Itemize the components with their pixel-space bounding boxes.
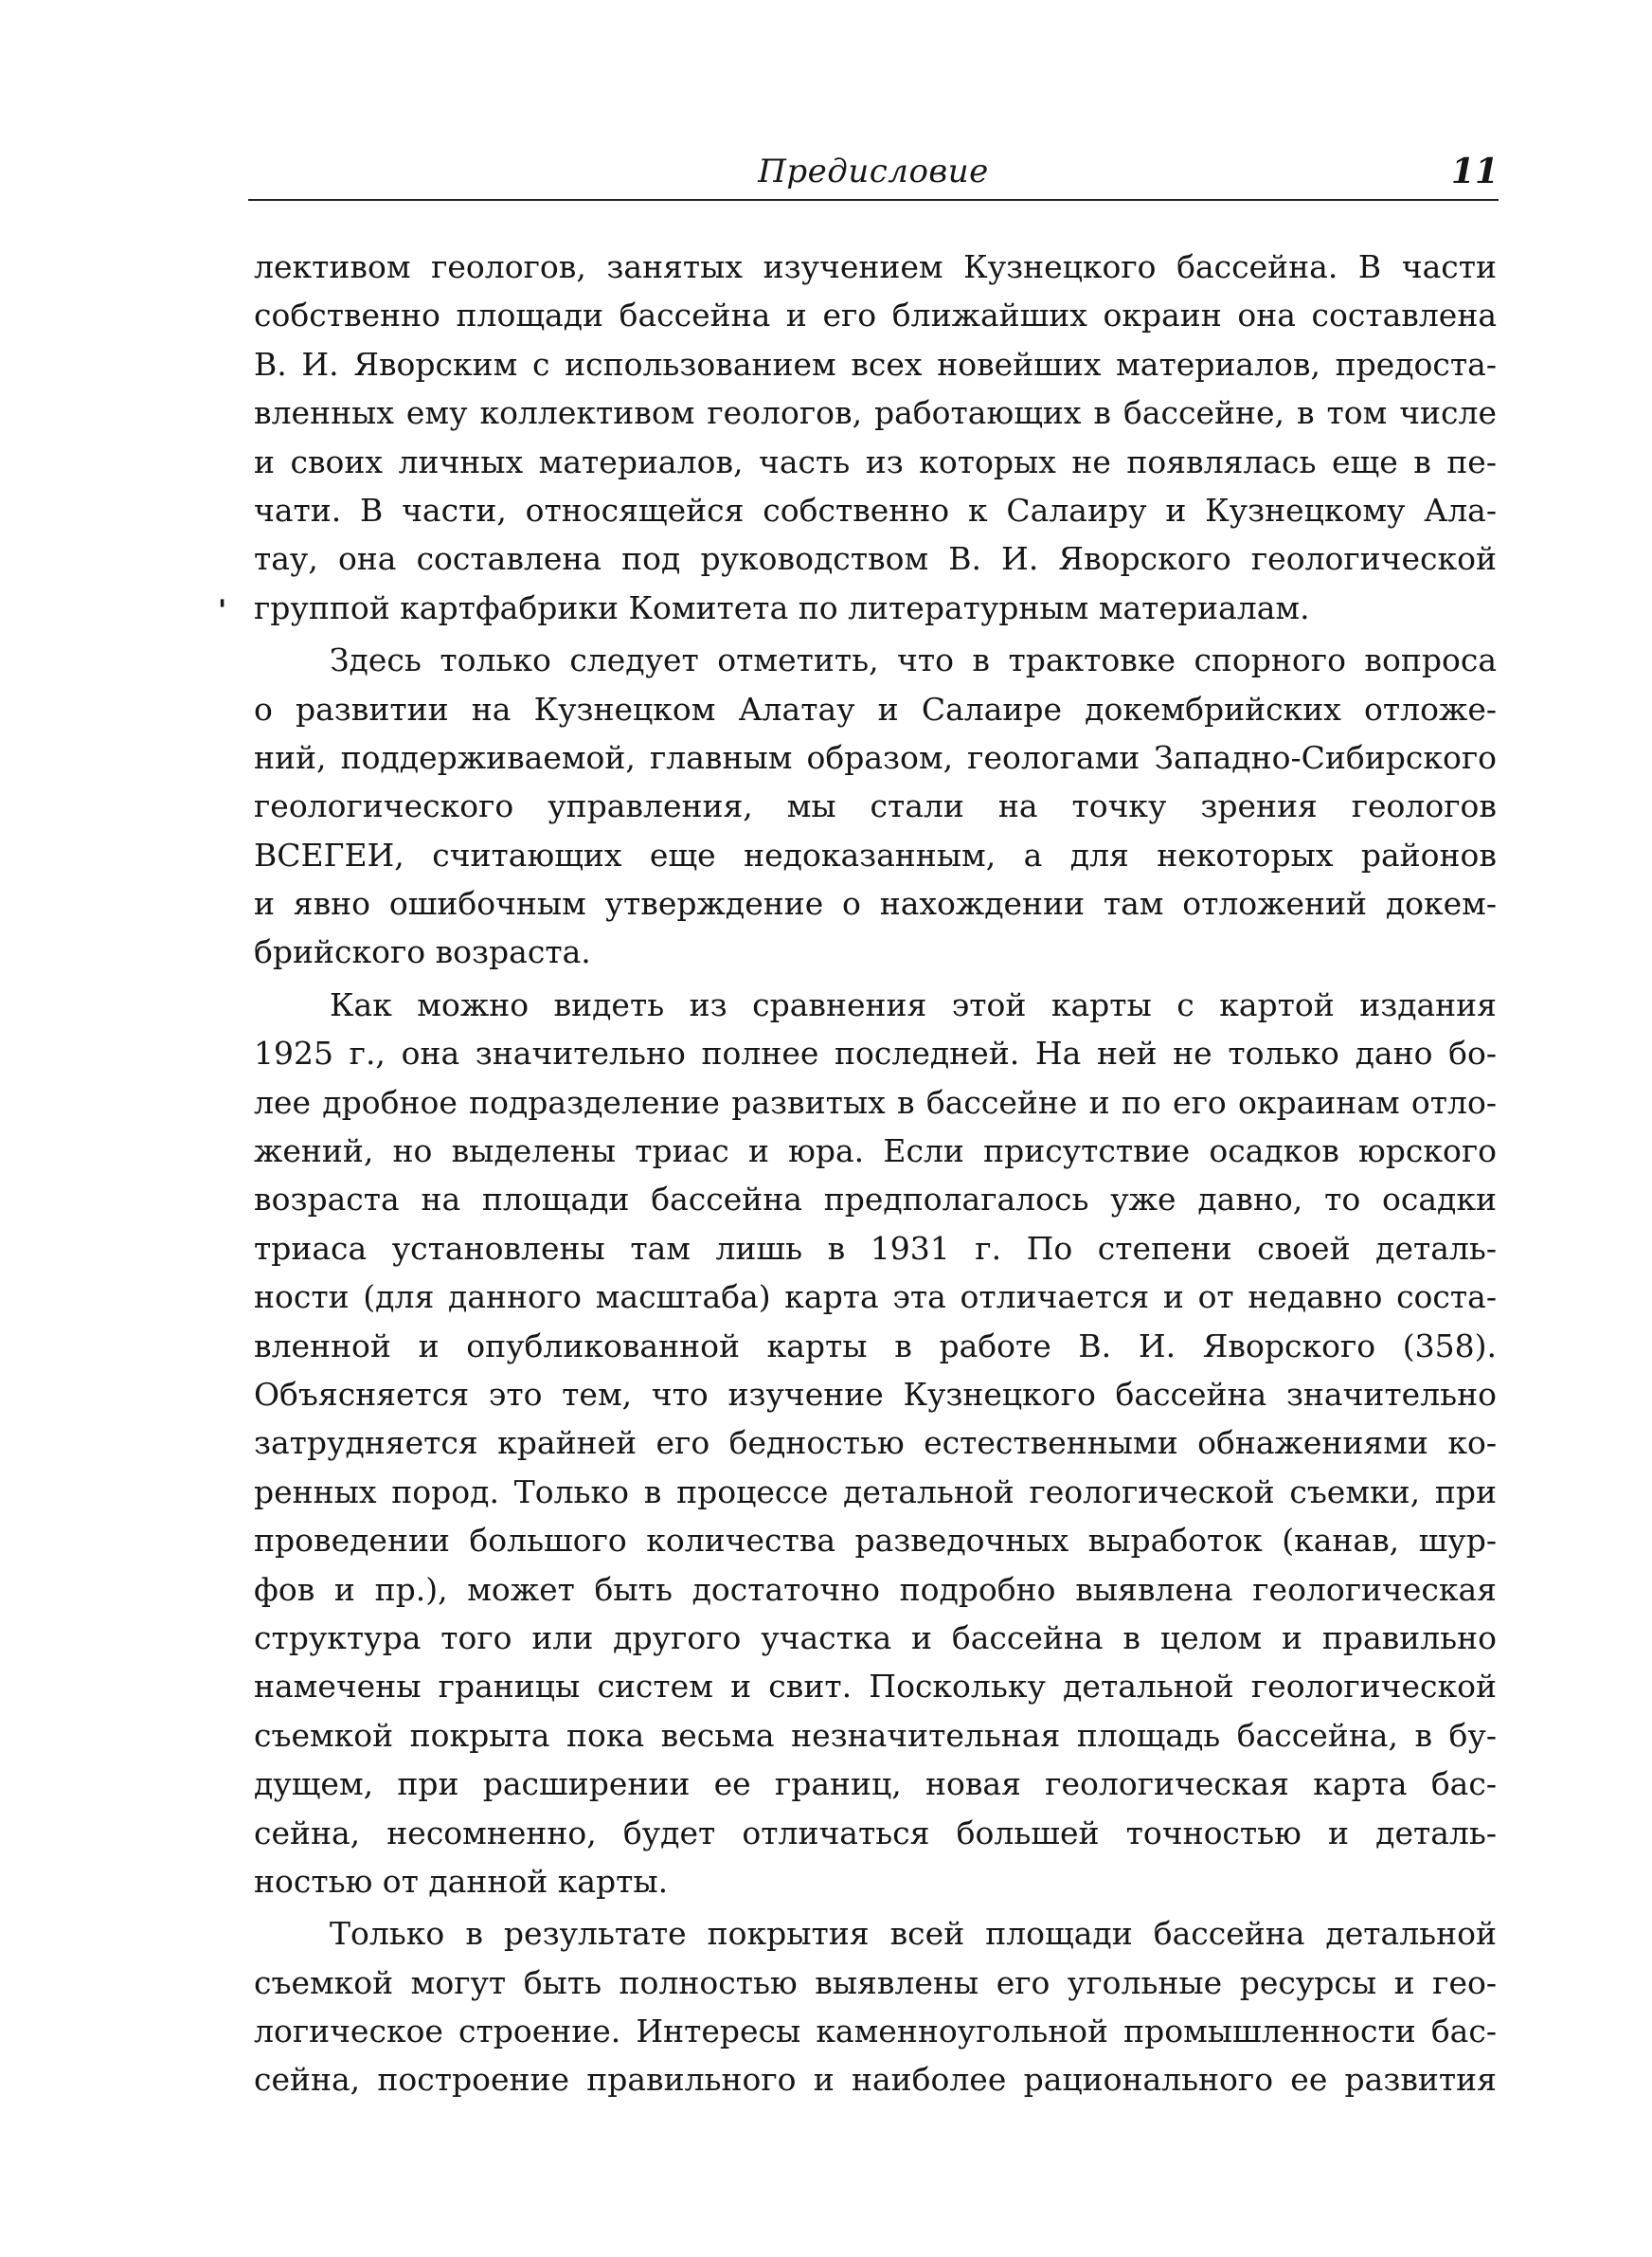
text-line: геологического управления, мы стали на точку зрения геологов [254, 787, 1497, 825]
text-line: сейна, несомненно, будет отличаться большей точностью и деталь- [254, 1814, 1497, 1851]
text-line: логическое строение. Интересы каменноугольной промышленности бас- [254, 2013, 1497, 2050]
text-line: вленной и опубликованной карты в работе В. И. Яворского (358). [254, 1327, 1497, 1364]
text-line: лективом геологов, занятых изучением Кузнецкого бассейна. В части [254, 248, 1497, 285]
text-line: сейна, построение правильного и наиболее рационального ее развития [254, 2061, 1497, 2099]
text-line: намечены границы систем и свит. Поскольку детальной геологической [254, 1668, 1497, 1706]
text-line: проведении большого количества разведочных выработок (канав, шур- [254, 1522, 1497, 1560]
text-line: ностью от данной карты. [254, 1862, 669, 1900]
text-line: лее дробное подразделение развитых в бассейне и по его окраинам отло- [254, 1083, 1497, 1121]
text-line: Как можно видеть из сравнения этой карты с картой издания [330, 985, 1497, 1023]
text-line: брийского возраста. [254, 933, 591, 971]
text-line: собственно площади бассейна и его ближайших окраин она составлена [254, 297, 1497, 334]
text-line: структура того или другого участка и бассейна в целом и правильно [254, 1618, 1497, 1656]
margin-mark: ' [218, 594, 227, 627]
page-number: 11 [1450, 152, 1499, 191]
text-line: ВСЕГЕИ, считающих еще недоказанным, а для некоторых районов [254, 836, 1497, 874]
text-line: ренных пород. Только в процессе детальной геологической съемки, при [254, 1472, 1497, 1510]
text-line: и явно ошибочным утверждение о нахождении там отложений докем- [254, 885, 1497, 923]
text-line: Объясняется это тем, что изучение Кузнецкого бассейна значительно [254, 1375, 1497, 1413]
text-line: фов и пр.), может быть достаточно подробно выявлена геологическая [254, 1570, 1497, 1608]
text-line: Здесь только следует отметить, что в трактовке спорного вопроса [330, 641, 1497, 679]
text-line: группой картфабрики Комитета по литературным материалам. [254, 588, 1310, 626]
text-line: тау, она составлена под руководством В. И. Яворского геологической [254, 540, 1497, 578]
text-line: жений, но выделены триас и юра. Если присутствие осадков юрского [254, 1132, 1497, 1170]
text-line: ний, поддерживаемой, главным образом, геологами Западно-Сибирского [254, 738, 1497, 776]
header-rule [248, 199, 1499, 201]
text-line: Только в результате покрытия всей площади бассейна детальной [330, 1915, 1497, 1953]
text-line: 1925 г., она значительно полнее последней. На ней не только дано бо- [254, 1035, 1497, 1073]
running-header [248, 152, 1499, 207]
text-line: ности (для данного масштаба) карта эта отличается и от недавно соста- [254, 1278, 1497, 1316]
text-line: чати. В части, относящейся собственно к Салаиру и Кузнецкому Ала- [254, 491, 1497, 529]
text-line: съемкой могут быть полностью выявлены его угольные ресурсы и гео- [254, 1963, 1497, 2001]
text-line: В. И. Яворским с использованием всех новейших материалов, предоста- [254, 345, 1497, 383]
text-line: возраста на площади бассейна предполагалось уже давно, то осадки [254, 1181, 1497, 1219]
text-line: дущем, при расширении ее границ, новая геологическая карта бас- [254, 1765, 1497, 1803]
text-line: вленных ему коллективом геологов, работающих в бассейне, в том числе [254, 394, 1497, 432]
text-line: триаса установлены там лишь в 1931 г. По степени своей деталь- [254, 1229, 1497, 1267]
running-title: Предисловие [758, 153, 989, 190]
text-line: и своих личных материалов, часть из которых не появлялась еще в пе- [254, 442, 1497, 480]
body-text [254, 243, 1497, 2104]
text-line: о развитии на Кузнецком Алатау и Салаире докембрийских отложе- [254, 690, 1497, 728]
text-line: съемкой покрыта пока весьма незначительная площадь бассейна, в бу- [254, 1716, 1497, 1754]
text-line: затрудняется крайней его бедностью естественными обнажениями ко- [254, 1424, 1497, 1462]
